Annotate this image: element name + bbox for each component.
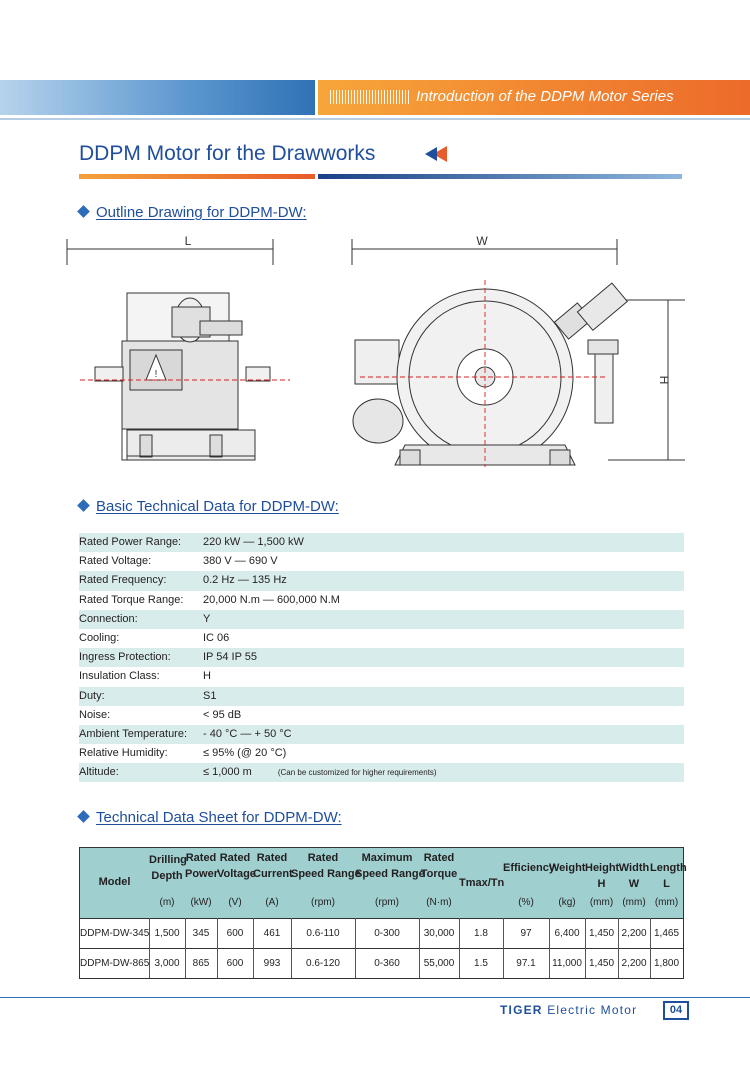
section-heading-basic	[79, 498, 339, 515]
col-header-rated-power: Rated Power	[185, 852, 219, 880]
basic-row	[79, 629, 684, 648]
section-heading-text: Basic Technical Data for DDPM-DW:	[96, 498, 339, 515]
technical-data-sheet	[79, 847, 687, 979]
cell-rated-power: 865	[192, 958, 210, 969]
basic-row-value: 380 V — 690 V	[203, 555, 278, 568]
col-header-rated-torque: Rated Torque	[420, 852, 458, 880]
section-heading-outline	[79, 204, 307, 221]
section-heading-text: Outline Drawing for DDPM-DW:	[96, 204, 307, 221]
basic-row	[79, 533, 684, 552]
unit-rated-current: (A)	[265, 897, 279, 908]
unit-efficiency: (%)	[518, 897, 534, 908]
cell-model: DDPM-DW-865	[80, 958, 150, 969]
diamond-bullet-icon	[77, 205, 90, 218]
cell-height: 1,450	[588, 928, 615, 939]
col-header-weight: Weight	[549, 862, 586, 874]
basic-row-value: 0.2 Hz — 135 Hz	[203, 574, 287, 587]
basic-row	[79, 667, 684, 686]
brand-tagline: Electric Motor	[542, 1003, 638, 1017]
cell-rated-power: 345	[192, 928, 210, 939]
col-header-rated-current: Rated Current	[253, 852, 293, 880]
col-header-efficiency: Efficiency	[503, 862, 555, 874]
page-title: DDPM Motor for the Drawworks	[79, 142, 376, 165]
basic-row-label: Rated Frequency:	[79, 574, 167, 587]
svg-text:!: !	[154, 369, 158, 380]
basic-row	[79, 571, 684, 590]
grid-line	[185, 918, 186, 978]
grid-line	[217, 918, 218, 978]
cell-length: 1,800	[653, 958, 680, 969]
cell-rated-current: 993	[263, 958, 281, 969]
grid-line	[291, 918, 292, 978]
basic-row-value: ≤ 95% (@ 20 °C)	[203, 747, 287, 760]
basic-row-value: IP 54 IP 55	[203, 651, 258, 664]
basic-row-label: Ambient Temperature:	[79, 727, 188, 740]
basic-row	[79, 610, 684, 629]
basic-row	[79, 725, 684, 744]
cell-efficiency: 97.1	[516, 958, 536, 969]
col-header-rated-voltage: Rated Voltage	[217, 852, 256, 880]
grid-line	[585, 918, 586, 978]
grid-line	[503, 918, 504, 978]
cell-weight: 6,400	[554, 928, 580, 939]
cell-width: 2,200	[621, 928, 647, 939]
grid-line	[549, 918, 550, 978]
title-underline-orange	[79, 174, 315, 179]
diamond-bullet-icon	[77, 810, 90, 823]
dim-label-w: W	[476, 234, 488, 248]
section-heading-sheet	[79, 809, 342, 826]
title-underline-blue	[318, 174, 682, 179]
grid-line	[355, 918, 356, 978]
basic-row-label: Rated Voltage:	[79, 555, 152, 568]
unit-length: (mm)	[654, 897, 679, 908]
table-row	[80, 948, 683, 979]
basic-row	[79, 648, 684, 667]
grid-line	[618, 918, 619, 978]
basic-row-value: Y	[203, 612, 211, 625]
footer-brand	[500, 1003, 637, 1017]
cell-rated-speed: 0.6-120	[306, 958, 340, 969]
basic-row-value: - 40 °C — + 50 °C	[203, 727, 292, 740]
basic-row-value: S1	[203, 689, 217, 702]
side-view-drawing	[67, 239, 273, 460]
footer-divider	[0, 997, 750, 998]
basic-technical-data	[79, 533, 684, 782]
basic-row-value: 220 kW — 1,500 kW	[203, 536, 304, 548]
diamond-bullet-icon	[77, 499, 90, 512]
basic-row-value: < 95 dB	[203, 708, 242, 721]
col-header-model: Model	[98, 876, 131, 888]
banner-stripes	[330, 90, 410, 104]
basic-row-label: Relative Humidity:	[79, 747, 168, 760]
cell-efficiency: 97	[520, 928, 532, 939]
basic-row-value: H	[203, 670, 211, 683]
unit-rated-power: (kW)	[190, 897, 212, 908]
altitude-value: ≤ 1,000 m	[203, 766, 252, 779]
table-row	[80, 918, 683, 949]
dim-label-h: H	[657, 375, 671, 385]
cell-rated-current: 461	[263, 928, 281, 939]
cell-maximum-speed: 0-360	[374, 958, 400, 969]
unit-rated-speed: (rpm)	[311, 897, 335, 908]
unit-rated-torque: (N·m)	[426, 897, 452, 908]
cell-rated-torque: 55,000	[423, 958, 455, 969]
basic-row-label: Altitude:	[79, 766, 119, 779]
cell-model: DDPM-DW-345	[80, 928, 150, 939]
grid-line	[149, 918, 150, 978]
cell-weight: 11,000	[552, 958, 582, 969]
cell-rated-voltage: 600	[226, 958, 244, 969]
cell-rated-voltage: 600	[226, 928, 244, 939]
unit-width: (mm)	[622, 897, 646, 908]
cell-maximum-speed: 0-300	[374, 928, 400, 939]
basic-row-label: Cooling:	[79, 631, 120, 644]
front-view-drawing	[352, 239, 685, 465]
basic-row-value: IC 06	[203, 631, 230, 644]
header-banner-left	[0, 80, 315, 115]
grid-line	[419, 918, 420, 978]
altitude-note: (Can be customized for higher requirements)	[277, 768, 437, 778]
basic-row	[79, 552, 684, 571]
cell-length: 1,465	[653, 928, 680, 939]
grid-line	[650, 918, 651, 978]
brand-name: TIGER	[500, 1003, 543, 1017]
unit-weight: (kg)	[558, 897, 576, 908]
basic-row-label: Noise:	[79, 708, 111, 721]
grid-line	[253, 918, 254, 978]
col-header-tmax-tn: Tmax/Tn	[459, 877, 505, 889]
basic-row-label: Insulation Class:	[79, 670, 160, 683]
basic-row-value: 20,000 N.m — 600,000 N.M	[203, 593, 340, 606]
col-header-width: Width W	[618, 862, 650, 890]
basic-row	[79, 591, 684, 610]
cell-tmax-tn: 1.8	[474, 928, 488, 939]
cell-tmax-tn: 1.5	[474, 958, 488, 969]
basic-row-label: Connection:	[79, 612, 138, 625]
basic-row-label: Ingress Protection:	[79, 651, 171, 664]
cell-rated-torque: 30,000	[423, 928, 455, 939]
basic-row-label: Duty:	[79, 689, 105, 702]
col-header-drilling-depth: Drilling Depth	[149, 854, 187, 882]
banner-title: Introduction of the DDPM Motor Series	[416, 88, 674, 105]
banner-divider	[0, 118, 750, 120]
cell-height: 1,450	[588, 958, 615, 969]
basic-row	[79, 687, 684, 706]
basic-row-label: Rated Torque Range:	[79, 593, 184, 606]
page-number: 04	[663, 1001, 689, 1020]
basic-row	[79, 763, 684, 782]
grid-line	[459, 918, 460, 978]
cell-drilling-depth: 3,000	[154, 958, 180, 969]
col-header-length: Length L	[650, 862, 687, 890]
section-heading-text: Technical Data Sheet for DDPM-DW:	[96, 809, 342, 826]
cell-drilling-depth: 1,500	[154, 928, 180, 939]
col-header-maximum-speed: Maximum Speed Range	[355, 852, 425, 880]
cell-rated-speed: 0.6-110	[306, 928, 340, 939]
dim-label-l: L	[184, 234, 192, 248]
outline-drawing	[60, 225, 690, 475]
col-header-height: Height H	[585, 862, 620, 890]
unit-rated-voltage: (V)	[228, 897, 242, 908]
unit-maximum-speed: (rpm)	[375, 897, 399, 908]
basic-row	[79, 744, 684, 763]
title-arrow-icon	[425, 145, 447, 163]
basic-row-value	[203, 763, 437, 782]
unit-height: (mm)	[589, 897, 614, 908]
cell-width: 2,200	[621, 958, 647, 969]
col-header-rated-speed: Rated Speed Range	[291, 852, 361, 880]
unit-drilling-depth: (m)	[159, 897, 175, 908]
basic-row-label: Rated Power Range:	[79, 536, 182, 548]
basic-row	[79, 706, 684, 725]
